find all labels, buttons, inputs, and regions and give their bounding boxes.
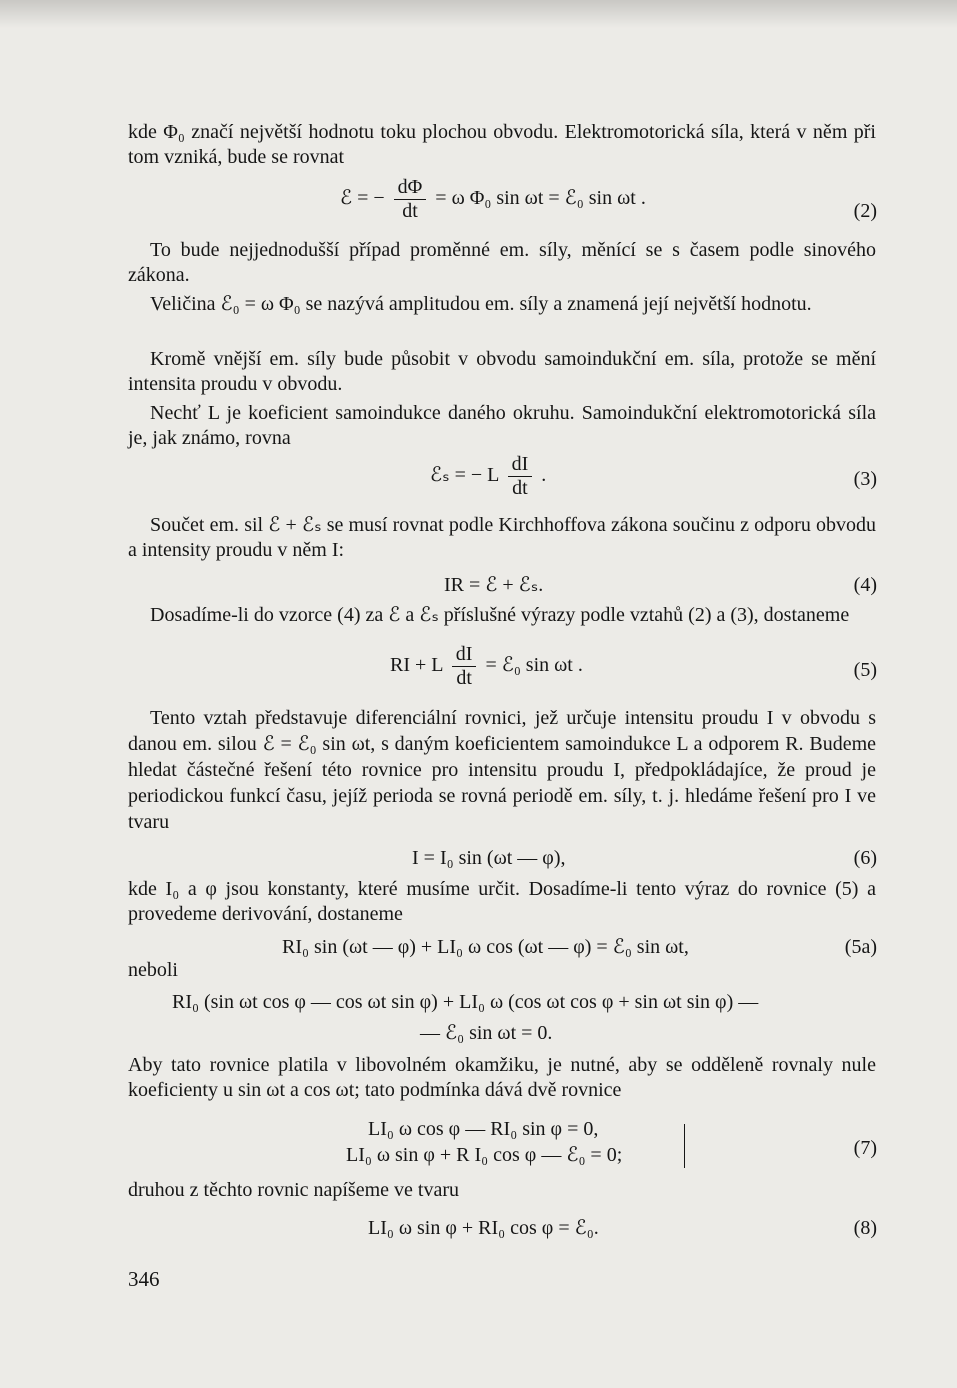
equation-long-line-1: RI₀ (sin ωt cos φ — cos ωt sin φ) + LI₀ ω (cos ωt cos φ + sin ωt sin φ) — — [172, 991, 759, 1013]
equation-6-tag: (6) — [853, 847, 877, 869]
equation-2-lhs: ℰ = − — [340, 187, 385, 210]
equation-7-tag: (7) — [853, 1137, 877, 1159]
paragraph-10: neboli — [128, 959, 178, 981]
system-brace — [684, 1124, 693, 1168]
equation-long-line-2: — ℰ₀ sin ωt = 0. — [420, 1022, 553, 1044]
equation-5-lhs: RI + L — [390, 654, 443, 677]
equation-2-fraction — [394, 176, 427, 223]
equation-3 — [430, 453, 546, 500]
equation-5 — [390, 643, 583, 690]
paragraph-9: kde I₀ a φ jsou konstanty, které musíme určit. Dosadíme-li tento výraz do rovnice (5) a provedeme derivování, dostaneme — [128, 878, 876, 925]
equation-2-rhs: = ω Φ₀ sin ωt = ℰ₀ sin ωt . — [435, 187, 646, 210]
equation-3-tag: (3) — [853, 468, 877, 490]
equation-8: LI₀ ω sin φ + RI₀ cos φ = ℰ₀. — [368, 1217, 599, 1239]
equation-3-fraction — [508, 453, 533, 500]
equation-5-numerator: dI — [452, 643, 477, 667]
paragraph-4: Kromě vnější em. síly bude působit v obvodu samoindukční em. síla, protože se mění intensita proudu v obvodu. — [128, 348, 876, 395]
paragraph-3: Veličina ℰ₀ = ω Φ₀ se nazývá amplitudou em. síly a znamená její největší hodnotu. — [150, 293, 812, 315]
equation-5a-tag: (5a) — [844, 936, 877, 958]
paragraph-5: Nechť L je koeficient samoindukce daného okruhu. Samoindukční elektromotorická síla je, jak známo, rovna — [128, 402, 876, 449]
paragraph-11: Aby tato rovnice platila v libovolném okamžiku, je nutné, aby se odděleně rovnaly nule koeficienty u sin ωt a cos ωt; tato podmínka dává dvě rovnice — [128, 1054, 876, 1101]
paragraph-2: To bude nejjednodušší případ proměnné em. síly, měnící se s časem podle sinového zákona. — [128, 239, 876, 286]
equation-3-numerator: dI — [508, 453, 533, 477]
equation-8-tag: (8) — [853, 1217, 877, 1239]
equation-6: I = I₀ sin (ωt — φ), — [412, 847, 566, 869]
equation-7b: LI₀ ω sin φ + R I₀ cos φ — ℰ₀ = 0; — [346, 1144, 623, 1166]
equation-2-tag: (2) — [853, 200, 877, 222]
paragraph-1: kde Φ₀ značí největší hodnotu toku plochou obvodu. Elektromotorická síla, která v něm při tom vzniká, bude se rovnat — [128, 121, 876, 168]
paragraph-8: Tento vztah představuje diferenciální rovnici, jež určuje intensitu proudu I v obvodu s danou em. silou ℰ = ℰ₀ sin ωt, s daným koeficientem samoindukce L a odporem R. Budeme hledat částečné řešení této rovnice pro intensitu proudu I, předpokládajíce, že proud je periodickou funkcí času, jejíž perioda se rovná periodě em. síly, t. j. hledáme řešení pro I ve tvaru — [128, 707, 876, 833]
page-number: 346 — [128, 1267, 160, 1291]
paragraph-7: Dosadíme-li do vzorce (4) za ℰ a ℰₛ příslušné výrazy podle vztahů (2) a (3), dostaneme — [150, 604, 850, 626]
page-top-shadow — [0, 0, 957, 28]
equation-3-denominator: dt — [512, 477, 528, 499]
equation-5-rhs: = ℰ₀ sin ωt . — [485, 654, 583, 677]
equation-7a: LI₀ ω cos φ — RI₀ sin φ = 0, — [368, 1118, 599, 1140]
equation-2-denominator: dt — [402, 200, 418, 222]
equation-5-denominator: dt — [456, 667, 472, 689]
equation-5-fraction — [452, 643, 477, 690]
paragraph-6: Součet em. sil ℰ + ℰₛ se musí rovnat podle Kirchhoffova zákona součinu z odporu obvodu a intensity proudu v něm I: — [128, 514, 876, 561]
equation-3-lhs: ℰₛ = − L — [430, 464, 499, 487]
equation-5-tag: (5) — [853, 659, 877, 681]
equation-3-rhs: . — [541, 464, 547, 487]
equation-5a: RI₀ sin (ωt — φ) + LI₀ ω cos (ωt — φ) = ℰ₀ sin ωt, — [282, 936, 689, 958]
equation-2 — [340, 176, 646, 223]
equation-4: IR = ℰ + ℰₛ. — [444, 574, 544, 596]
equation-4-tag: (4) — [853, 574, 877, 596]
equation-2-numerator: dΦ — [394, 176, 427, 200]
paragraph-12: druhou z těchto rovnic napíšeme ve tvaru — [128, 1179, 459, 1201]
